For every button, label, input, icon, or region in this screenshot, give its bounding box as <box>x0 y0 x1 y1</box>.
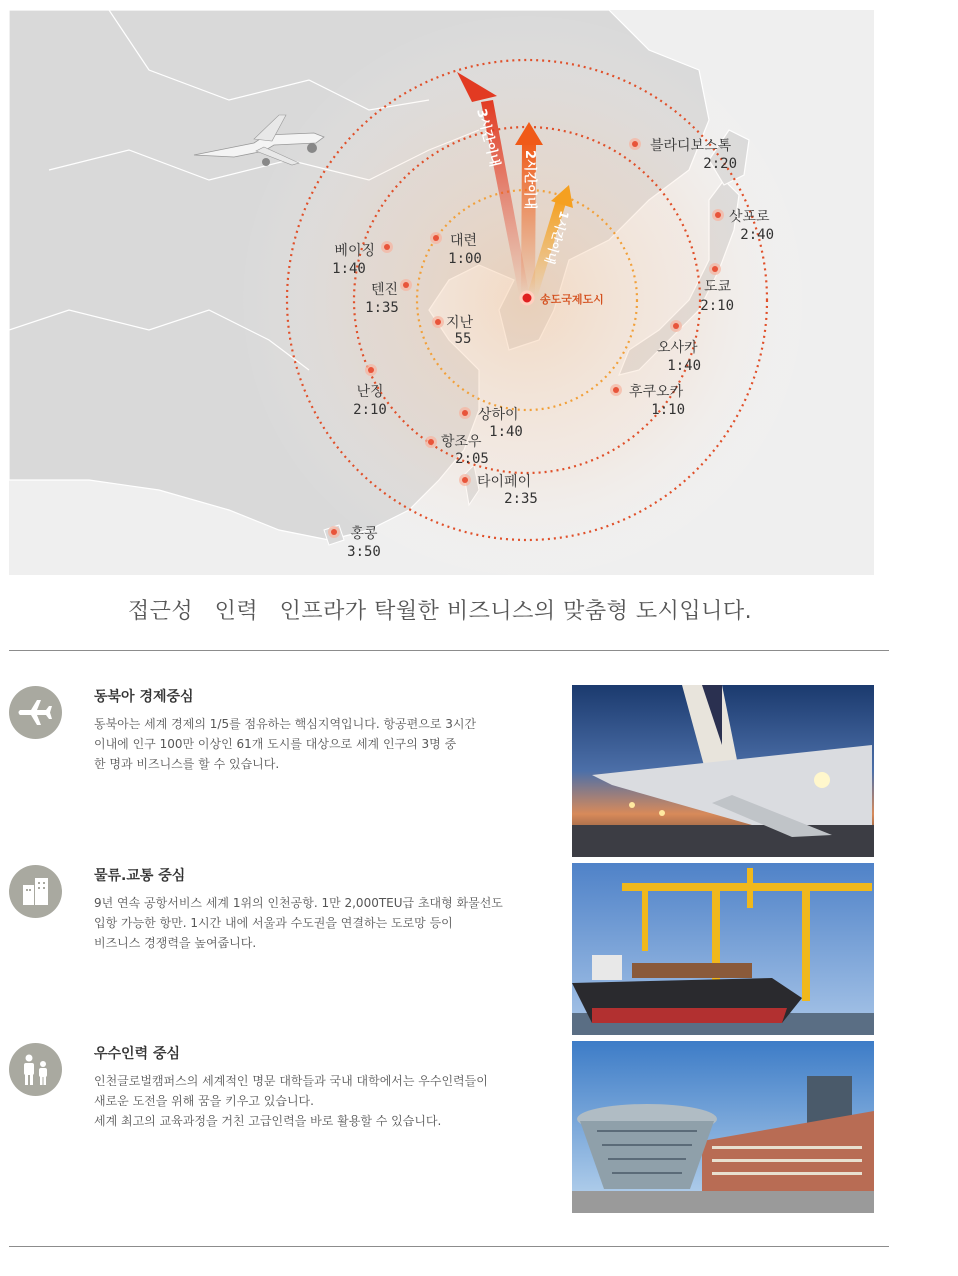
city-dot <box>462 410 468 416</box>
arrow-1h-label: 1시간이내 <box>542 209 572 266</box>
city-dot <box>428 439 434 445</box>
people-icon <box>9 1043 62 1096</box>
feature-line: 새로운 도전을 위해 꿈을 키우고 있습니다. <box>94 1094 314 1108</box>
city-dot <box>632 141 638 147</box>
feature-line: 이내에 인구 100만 이상인 61개 도시를 대상으로 세계 인구의 3명 중 <box>94 737 457 751</box>
city-name: 후쿠오카 <box>629 384 684 400</box>
city-name: 베이징 <box>334 243 375 259</box>
feature-title: 동북아 경제중심 <box>94 689 194 705</box>
feature-title: 물류.교통 중심 <box>94 868 186 884</box>
city-dot <box>712 266 718 272</box>
tagline-word-1: 접근성 <box>127 599 194 624</box>
city-dot <box>384 244 390 250</box>
tagline-word-2: 인력 <box>214 599 259 624</box>
city-name: 도쿄 <box>704 279 732 295</box>
city-flight-time: 2:40 <box>740 227 774 243</box>
feature-line: 동북아는 세계 경제의 1/5를 점유하는 핵심지역입니다. 항공편으로 3시간 <box>94 717 477 731</box>
accessibility-map <box>9 10 874 575</box>
building-icon <box>9 865 62 918</box>
city-flight-time: 2:10 <box>353 402 387 418</box>
city-flight-time: 2:35 <box>504 491 538 507</box>
city-dot <box>331 529 337 535</box>
city-name: 텐진 <box>370 282 398 298</box>
city-name: 홍콩 <box>350 526 378 542</box>
city-name: 지난 <box>446 315 474 331</box>
tagline <box>0 594 880 625</box>
city-dot <box>673 323 679 329</box>
city-flight-time: 2:10 <box>700 298 734 314</box>
city-flight-time: 1:35 <box>365 300 399 316</box>
city-flight-time: 3:50 <box>347 544 381 560</box>
city-dot <box>715 212 721 218</box>
tagline-word-3: 인프라가 탁월한 비즈니스의 맞춤형 도시입니다. <box>279 599 753 624</box>
city-name: 타이페이 <box>477 474 532 490</box>
city-dot <box>613 387 619 393</box>
feature-description <box>94 893 534 953</box>
songdo-label: 송도국제도시 <box>540 293 604 306</box>
feature-line: 비즈니스 경쟁력을 높여줍니다. <box>94 936 257 950</box>
city-flight-time: 1:10 <box>651 402 685 418</box>
city-flight-time: 1:40 <box>667 358 701 374</box>
feature-line: 인천글로벌캠퍼스의 세계적인 명문 대학들과 국내 대학에서는 우수인력들이 <box>94 1074 488 1088</box>
city-name: 난징 <box>356 384 384 400</box>
arrow-2h-label: 2시간이내 <box>522 150 537 210</box>
city-dot <box>435 319 441 325</box>
city-name: 항조우 <box>441 434 482 450</box>
city-dot <box>462 477 468 483</box>
city-flight-time: 1:40 <box>489 424 523 440</box>
city-flight-time: 2:20 <box>703 156 737 172</box>
city-dot <box>433 235 439 241</box>
feature-line: 한 명과 비즈니스를 할 수 있습니다. <box>94 757 280 771</box>
feature-description <box>94 714 534 774</box>
songdo-marker <box>521 292 533 304</box>
city-name: 블라디보스톡 <box>650 138 732 154</box>
divider-top <box>9 650 889 651</box>
city-name: 대련 <box>450 233 478 249</box>
city-flight-time: 1:00 <box>448 251 482 267</box>
city-name: 오사카 <box>657 340 698 356</box>
city-dot <box>403 282 409 288</box>
city-name: 상하이 <box>478 407 519 423</box>
port-photo <box>572 863 874 1035</box>
city-flight-time: 1:40 <box>332 261 366 277</box>
city-flight-time: 55 <box>454 331 472 347</box>
city-dot <box>368 367 374 373</box>
city-name: 삿포로 <box>729 209 770 225</box>
feature-line: 세계 최고의 교육과정을 거친 고급인력을 바로 활용할 수 있습니다. <box>94 1114 442 1128</box>
feature-line: 입항 가능한 항만. 1시간 내에 서울과 수도권을 연결하는 도로망 등이 <box>94 916 453 930</box>
feature-line: 9년 연속 공항서비스 세계 1위의 인천공항. 1만 2,000TEU급 초대형 화물선도 <box>94 896 503 910</box>
city-flight-time: 2:05 <box>455 451 489 467</box>
feature-description <box>94 1071 534 1131</box>
airplane-icon <box>9 686 62 739</box>
campus-photo <box>572 1041 874 1213</box>
airport-photo <box>572 685 874 857</box>
divider-bottom <box>9 1246 889 1247</box>
feature-title: 우수인력 중심 <box>94 1046 181 1062</box>
arrow-3h-label: 3시간이내 <box>473 107 503 169</box>
